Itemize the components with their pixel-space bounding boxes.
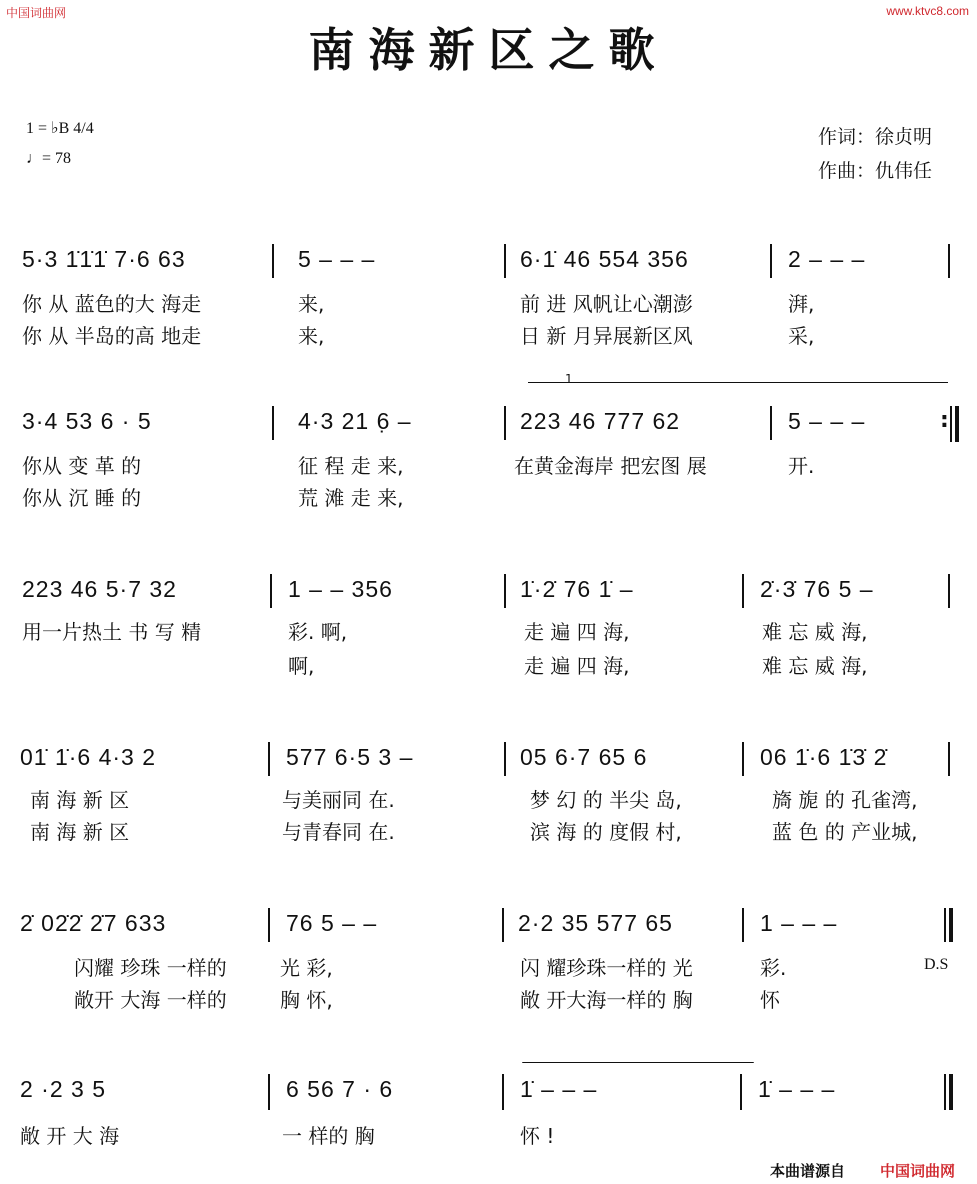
lyric-line: 前 进 风帆让心潮澎 [520,292,693,316]
lyric-line: 荒 滩 走 来, [298,486,404,510]
measure-notes: 1 – – – [760,910,838,936]
barline [742,742,744,776]
barline [504,574,506,608]
measure-notes: 76 5 – – [286,910,378,936]
measure-notes: 2̇ 02̇2̇ 2̇7 633 [20,910,167,936]
measure-notes: 2 ·2 3 5 [20,1076,106,1102]
barline [770,244,772,278]
watermark-left: 中国词曲网 [6,6,67,20]
song-title: 南海新区之歌 [308,23,669,77]
final-barline [949,908,953,942]
barline [502,908,504,942]
lyric-line: 湃, [788,292,815,316]
repeat-end-barline [955,406,959,442]
measure-notes: 6·1̇ 46 554 356 [520,246,689,272]
measure-notes: 01̇ 1̇·6 4·3 2 [20,744,157,770]
barline [504,742,506,776]
barline [944,1074,946,1110]
measure-notes: 223 46 777 62 [520,408,681,434]
barline [742,574,744,608]
measure-notes: 2·2 35 577 65 [518,910,673,936]
lyric-line: 怀 [760,988,780,1012]
measure-notes: 1̇ – – – [758,1076,836,1102]
lyric-line: 敞 开 大 海 [20,1124,120,1148]
tempo-marking: ♩= 78 [26,150,72,167]
lyric-line: 啊, [288,654,315,678]
lyric-line: 蓝 色 的 产业城, [772,820,918,844]
barline [950,406,952,442]
dal-segno-mark: D.S [924,956,949,973]
measure-notes: 05 6·7 65 6 [520,744,648,770]
barline [272,244,274,278]
lyric-line: 难 忘 威 海, [762,654,868,678]
lyric-line: 你 从 半岛的高 地走 [22,324,202,348]
lyric-line: 滨 海 的 度假 村, [530,820,682,844]
volta-bracket [528,382,948,383]
lyric-line: 彩. 啊, [288,620,348,644]
lyric-line: 梦 幻 的 半尖 岛, [530,788,682,812]
lyric-line: 开. [788,454,815,478]
measure-notes: 223 46 5·7 32 [22,576,177,602]
footer-source: 本曲谱源自 [770,1162,846,1180]
lyric-line: 日 新 月异展新区风 [520,324,693,348]
barline [504,406,506,440]
footer-site-link[interactable]: 中国词曲网 [880,1162,956,1180]
lyric-line: 一 样的 胸 [282,1124,375,1148]
barline [268,1074,270,1110]
barline [268,742,270,776]
barline [742,908,744,942]
barline [502,1074,504,1110]
key-signature: 1 = ♭B 4/4 [26,120,94,137]
lyric-line: 走 遍 四 海, [524,620,630,644]
barline [504,244,506,278]
lyric-line: 与青春同 在. [282,820,395,844]
measure-notes: 1̇·2̇ 76 1̇ – [520,576,634,602]
lyric-line: 敞开 大海 一样的 [74,988,227,1012]
final-barline [949,1074,953,1110]
composer-credit: 作曲：仇伟任 [818,160,933,182]
lyric-line: 怀 ! [520,1124,555,1148]
measure-notes: 4·3 21 6̣ – [298,408,412,434]
lyric-line: 来, [298,292,325,316]
barline [268,908,270,942]
lyric-line: 你 从 蓝色的大 海走 [22,292,202,316]
watermark-right: www.ktvc8.com [886,4,969,18]
lyric-line: 南 海 新 区 [30,788,130,812]
lyric-line: 征 程 走 来, [298,454,404,478]
barline [948,244,950,278]
measure-notes: 577 6·5 3 – [286,744,414,770]
measure-notes: 06 1̇·6 1̇3̇ 2̇ [760,744,888,770]
lyric-line: 闪耀 珍珠 一样的 [74,956,227,980]
tie-arc [522,1062,754,1063]
lyric-line: 用一片热土 书 写 精 [22,620,202,644]
lyric-line: 胸 怀, [280,988,333,1012]
lyric-line: 在黄金海岸 把宏图 展 [514,454,707,478]
repeat-dots: : [940,408,949,433]
lyric-line: 你从 变 革 的 [22,454,142,478]
lyric-line: 彩. [760,956,787,980]
barline [944,908,946,942]
lyric-line: 敞 开大海一样的 胸 [520,988,693,1012]
measure-notes: 2 – – – [788,246,866,272]
lyricist-credit: 作词：徐贞明 [818,126,933,148]
lyric-line: 走 遍 四 海, [524,654,630,678]
barline [272,406,274,440]
measure-notes: 5 – – – [298,246,376,272]
barline [770,406,772,440]
measure-notes: 1 – – 356 [288,576,393,602]
lyric-line: 采, [788,324,815,348]
measure-notes: 6 56 7 · 6 [286,1076,394,1102]
measure-notes: 5 – – – [788,408,866,434]
measure-notes: 3·4 53 6 · 5 [22,408,152,434]
lyric-line: 与美丽同 在. [282,788,395,812]
barline [270,574,272,608]
lyric-line: 南 海 新 区 [30,820,130,844]
lyric-line: 闪 耀珍珠一样的 光 [520,956,693,980]
measure-notes: 5·3 1̇1̇1̇ 7·6 63 [22,246,186,272]
measure-notes: 1̇ – – – [520,1076,598,1102]
barline [948,742,950,776]
barline [740,1074,742,1110]
lyric-line: 旖 旎 的 孔雀湾, [772,788,918,812]
lyric-line: 光 彩, [280,956,333,980]
measure-notes: 2̇·3̇ 76 5 – [760,576,874,602]
volta-number: 1 [565,372,573,386]
lyric-line: 你从 沉 睡 的 [22,486,142,510]
lyric-line: 来, [298,324,325,348]
lyric-line: 难 忘 威 海, [762,620,868,644]
barline [948,574,950,608]
